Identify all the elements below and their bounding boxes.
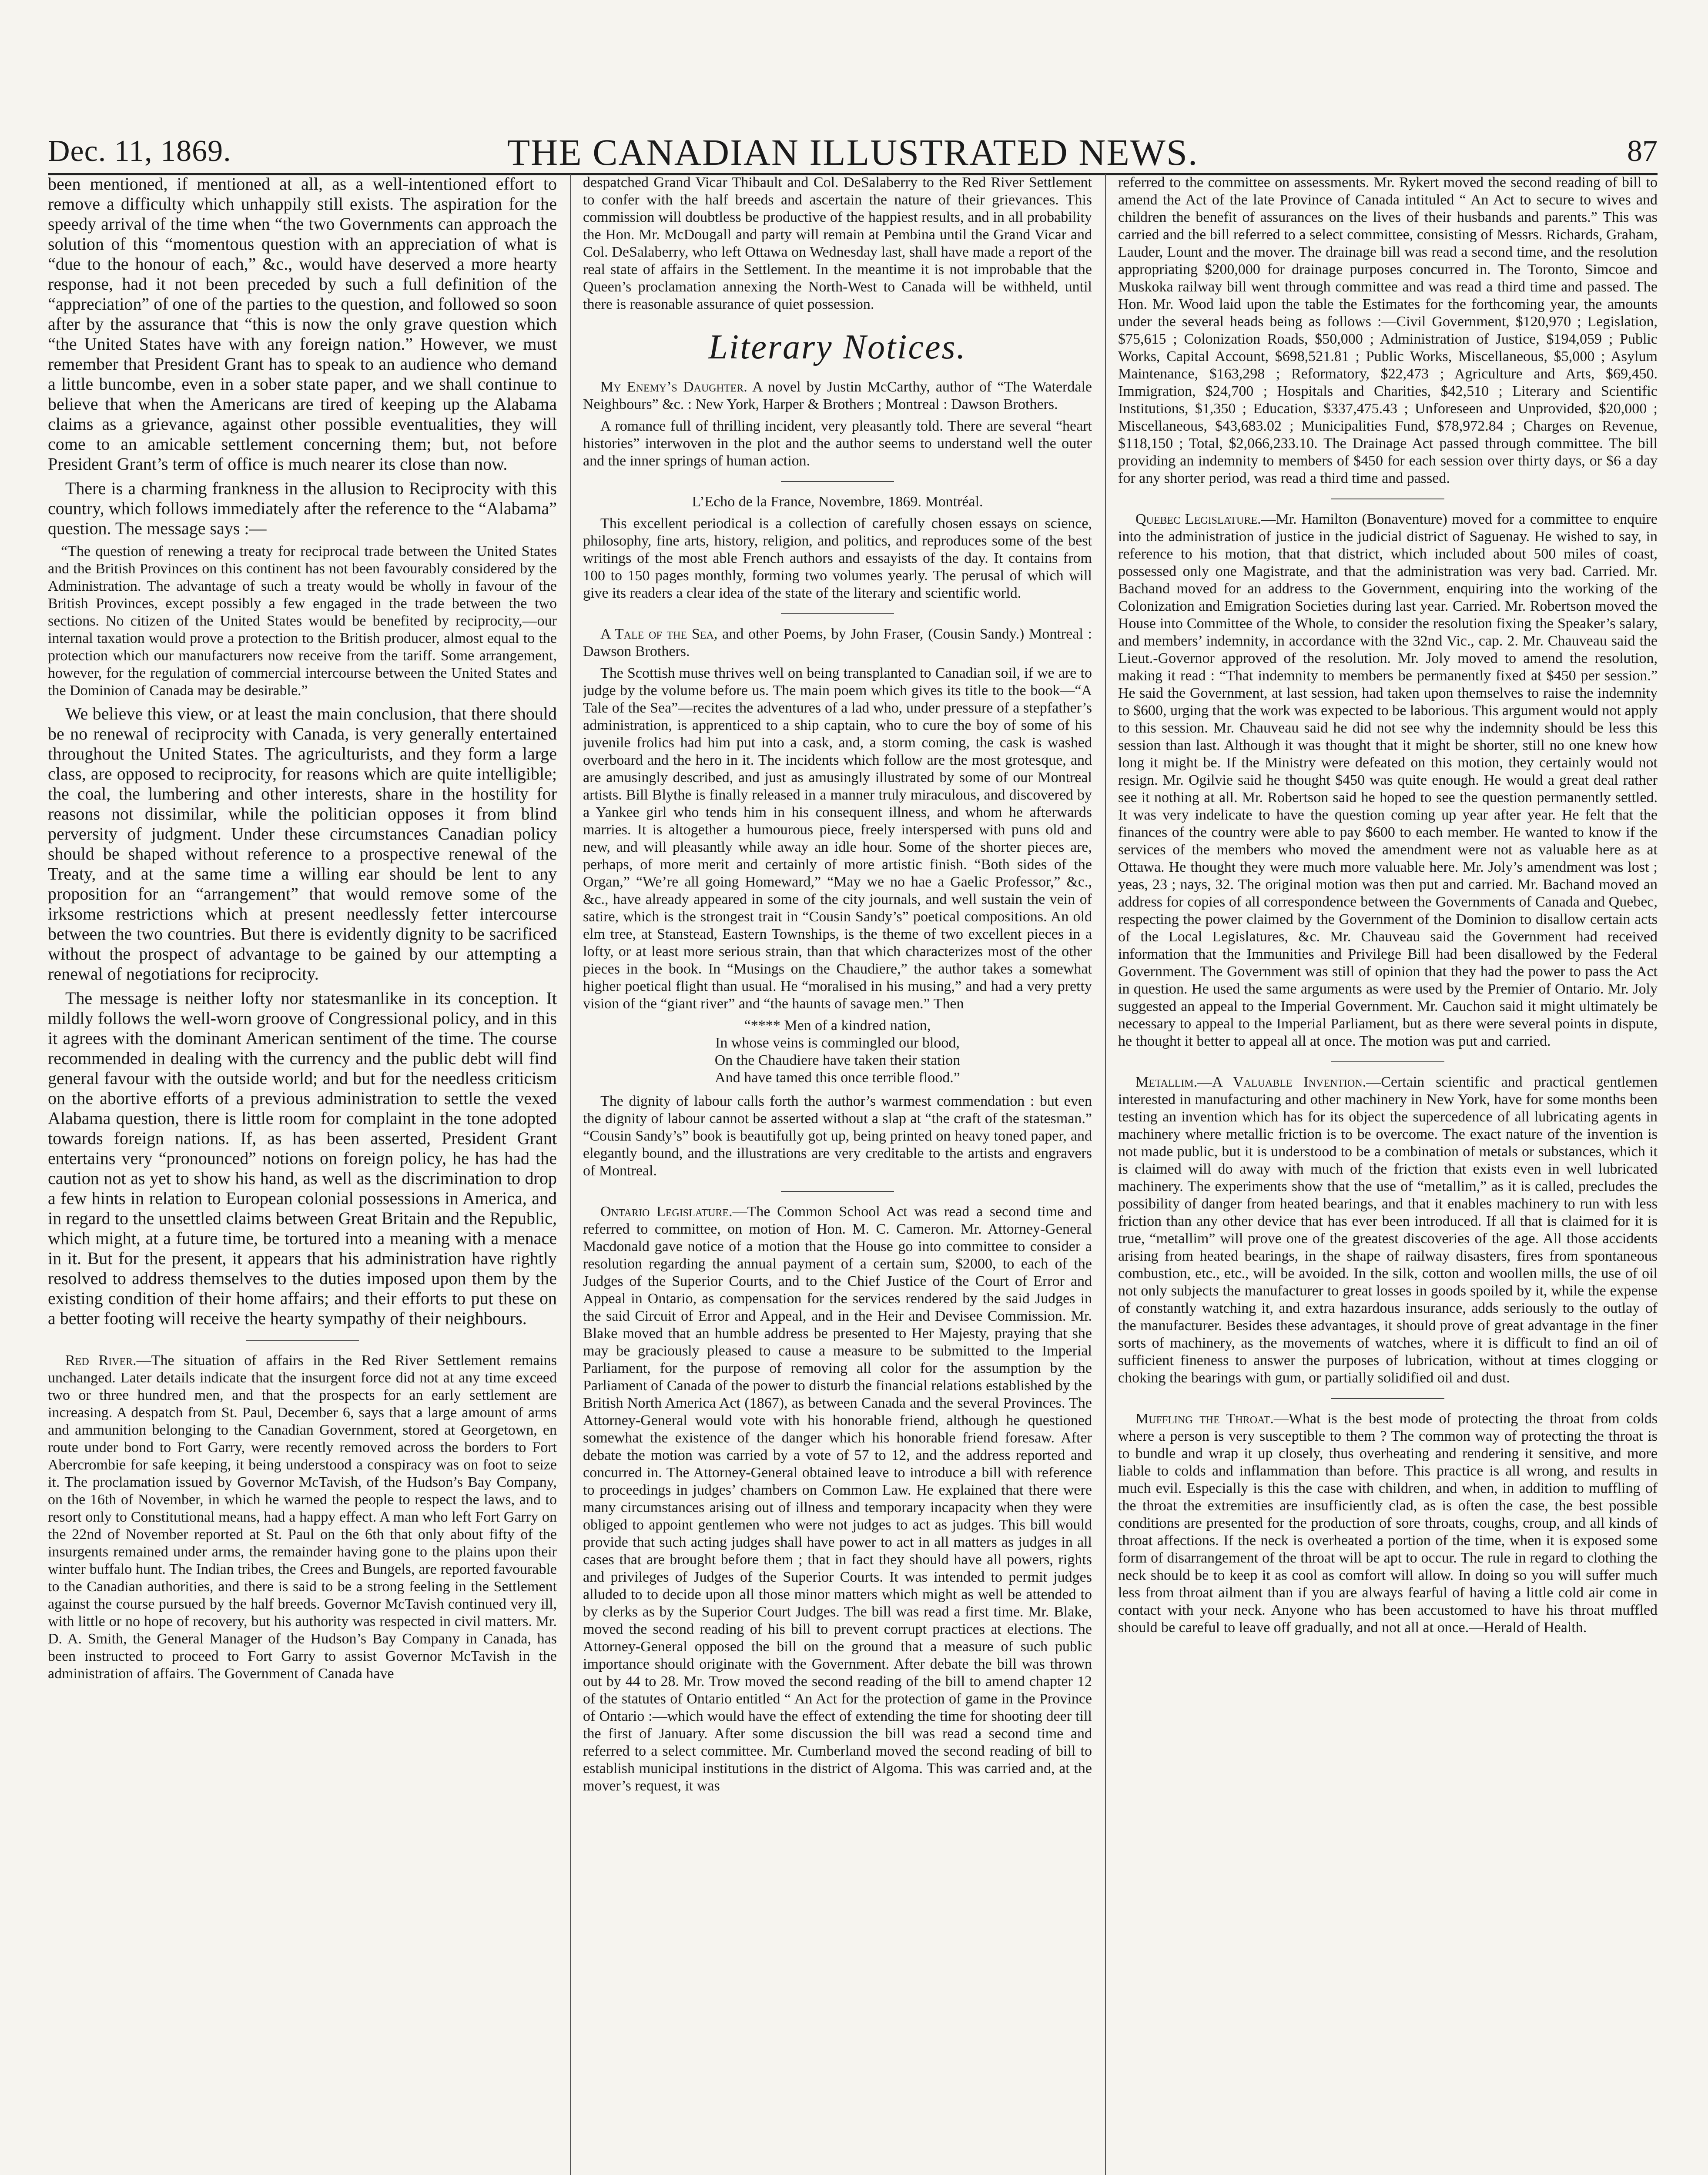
- paragraph: been mentioned, if mentioned at all, as a well-intentioned effort to remove a difficulty which unhappily still exists. The aspiration for the speedy arrival of the time when “the two Governments can approach the solution of this “momentous question with an appreciation of what is “due to the honour of each,” &c., would have deserved a more hearty response, had it not been preceded by such a full definition of the “appreciation” of one of the parties to the question, and followed so soon after by the assurance that “this is now the only grave question which “the United States have with any foreign nation.” However, we must remember that President Grant has to speak to an audience who demand a little buncombe, even in a sober state paper, and we shall continue to believe that when the Americans are tired of keeping up the Alabama claims as a grievance, against other possible eventualities, they will come to an amicable settlement concerning them; but, not before President Grant’s term of office is much nearer its close than now.: [48, 174, 557, 474]
- notice-heading: [583, 626, 1092, 660]
- poem-line: “**** Men of a kindred nation,: [744, 1017, 931, 1034]
- article-metallim: [1118, 1074, 1658, 1387]
- notice-meta: A novel by Justin McCarthy, author of “The Waterdale Neighbours” &c. : New York, Harper & Brothers ; Montreal : Dawson Brothers.: [583, 379, 1092, 412]
- paragraph: The message is neither lofty nor statesmanlike in its conception. It mildly follows the well-worn groove of Congressional policy, and in this it agrees with the dominant American sentiment of the time. The course recommended in dealing with the currency and the public debt will find general favour with the outside world; and but for the needless criticism on the abortive efforts of a previous administration to settle the vexed Alabama question, there is little room for complaint in the tone adopted towards foreign nations. If, as has been asserted, President Grant entertains very “pronounced” notions on foreign policy, he has had the caution not as yet to show his hand, as well as the discrimination to drop a few hints in relation to European colonial possessions in America, and in regard to the unsettled claims between Great Britain and the Republic, which might, at a future time, be tortured into a meaning with a menace in it. But for the present, it appears that his administration have rightly resolved to address themselves to the duties imposed upon them by the existing condition of their home affairs; and their efforts to put these on a better footing will receive the hearty sympathy of their neighbours.: [48, 988, 557, 1328]
- notice-meta: and other Poems, by John Fraser, (Cousin Sandy.) Montreal : Dawson Brothers.: [583, 626, 1092, 659]
- article-ontario-legislature: [583, 1203, 1092, 1795]
- notice-body: A romance full of thrilling incident, very pleasantly told. There are several “heart histories” interwoven in the plot and the author seems to understand well the outer and the inner springs of human action.: [583, 418, 1092, 469]
- article-heading: Ontario Legislature.: [600, 1204, 733, 1220]
- masthead-title: THE CANADIAN ILLUSTRATED NEWS.: [507, 131, 1199, 173]
- article-heading: Metallim.—A Valuable Invention.: [1135, 1074, 1366, 1090]
- poem-line: In whose veins is commingled our blood,: [715, 1035, 960, 1051]
- page-header: [48, 130, 1658, 174]
- section-rule: [246, 1340, 359, 1341]
- notice-heading: [583, 378, 1092, 413]
- notice-title: L’Echo de la France, Novembre, 1869. Montréal.: [692, 494, 983, 510]
- column-2: [583, 174, 1092, 2175]
- article-muffling-throat: [1118, 1410, 1658, 1636]
- paragraph: despatched Grand Vicar Thibault and Col. DeSalaberry to the Red River Settlement to confer with the half breeds and ascertain the nature of their grievances. This commission will doubtless be productive of the happiest results, and in all probability the Hon. Mr. McDougall and party will remain at Pembina until the Grand Vicar and Col. DeSalaberry, who left Ottawa on Wednesday last, shall have made a report of the real state of affairs in the Settlement. In the meantime it is not improbable that the Queen’s proclamation annexing the North-West to Canada will be withheld, until there is reasonable assurance of quiet possession.: [583, 174, 1092, 312]
- article-red-river: [48, 1352, 557, 1683]
- article-body: —Mr. Hamilton (Bonaventure) moved for a committee to enquire into the administration of justice in the judicial district of Saguenay. He wished to say, in reference to his motion, that that district, which included about 500 miles of coast, possessed only one Magistrate, and that the administration was very bad. Carried. Mr. Bachand moved for an address to the Government, enquiring into the working of the Colonization and Emigration Societies during last year. Carried. Mr. Robertson moved the House into Committee of the Whole, to consider the resolution fixing the Speaker’s salary, and members’ indemnity, in accordance with the 32nd Vic., cap. 2. Mr. Chauveau said the Lieut.-Governor approved of the resolution. Mr. Joly moved to amend the resolution, making it read : “That indemnity to members be permanently fixed at $450 per session.” He said the Government, at last session, had taken upon themselves to raise the indemnity to $600, urging that the work was expected to be laborious. This argument would not apply to this session. Mr. Chauveau said he did not see why the indemnity should be less this session than last. Although it was thought that it might be shorter, still no one knew how long it might be. If the Ministry were defeated on this motion, they certainly would not resign. Mr. Ogilvie said he thought $450 was quite enough. He would a great deal rather see it nothing at all. Mr. Robertson said he hoped to see the question permanently settled. It was very indelicate to have the question coming up year after year. He felt that the finances of the country were able to pay $600 to each member. He wanted to know if the services of the members who moved the amendment were not as valuable here as at Ottawa. He thought they were much more valuable here. Mr. Joly’s amendment was lost ; yeas, 23 ; nays, 32. The original motion was then put and carried. Mr. Bachand moved an address for copies of all correspondence between the Governments of Canada and Quebec, respecting the power claimed by the Government of the Dominion to disallow certain acts of the Local Legislatures, &c. Mr. Chauveau said the Government had received information that the Immunities and Privilege Bill had been disallowed by the Federal Government. The Government was still of opinion that they had the power to pass the Act in question. He used the same arguments as were used by the Premier of Ontario. Mr. Joly suggested an appeal to the Imperial Government. Mr. Cauchon said it might ultimately be necessary to appeal to the Imperial Parliament, but as there were several points in dispute, he thought it better to appeal all at once. The motion was put and carried.: [1118, 511, 1658, 1049]
- notice-body: The Scottish muse thrives well on being transplanted to Canadian soil, if we are to judge by the volume before us. The main poem which gives its title to the book—“A Tale of the Sea”—recites the adventures of a lad who, under pressure of a stepfather’s administration, is apprenticed to a ship captain, who to cure the boy of some of his juvenile frolics had him put into a cask, and, a storm coming, the cask is washed overboard and the hero in it. The incidents which follow are the most grotesque, and are amusingly described, and just as amusingly illustrated by some of our Montreal artists. Bill Blythe is finally released in a manner truly miraculous, and discovered by a Yankee girl who tends him in his consequent illness, and whom he afterwards marries. It is altogether a humourous piece, freely interspersed with puns old and new, and will pleasantly while away an idle hour. Some of the shorter pieces are, perhaps, of more merit and certainly of more artistic finish. “Both sides of the Organ,” “We’re all going Homeward,” “May we no hae a Gaelic Professor,” &c., &c., have already appeared in some of the city journals, and well sustain the vein of satire, which is the strongest trait in “Cousin Sandy’s” poetical compositions. An old elm tree, at Stanstead, Eastern Townships, is the theme of two excellent pieces in a lofty, or at least more serious strain, than that which characterizes most of the other pieces in the book. In “Musings on the Chaudiere,” the author takes a somewhat higher poetical flight than usual. He “moralised in his musing,” and had a very pretty vision of the “giant river” and “the haunts of savage men.” Then: [583, 665, 1092, 1012]
- column-divider: [1105, 174, 1106, 2175]
- issue-date: Dec. 11, 1869.: [48, 134, 231, 168]
- paragraph: referred to the committee on assessments. Mr. Rykert moved the second reading of bill to amend the Act of the late Province of Canada intituled “ An Act to secure to wives and children the benefit of assurances on the lives of their husbands and parents.” This was carried and the bill referred to a select committee, consisting of Messrs. Richards, Graham, Lauder, Lount and the mover. The drainage bill was read a second time, and the resolution appropriating $200,000 for drainage purposes concurred in. The Toronto, Simcoe and Muskoka railway bill went through committee and was read a third time and passed. The Hon. Mr. Wood laid upon the table the Estimates for the forthcoming year, the amounts under the several heads being as follows :—Civil Government, $120,970 ; Legislation, $75,615 ; Colonization Roads, $50,000 ; Administration of Justice, $194,059 ; Public Works, Capital Account, $698,521.81 ; Public Works, Miscellaneous, $5,000 ; Asylum Maintenance, $163,298 ; Reformatory, $22,473 ; Agriculture and Arts, $69,450. Immigration, $24,700 ; Hospitals and Charities, $42,510 ; Literary and Scientific Institutions, $1,350 ; Education, $337,475.43 ; Unforeseen and Unprovided, $20,000 ; Miscellaneous, $43,683.02 ; Municipalities Fund, $78,972.84 ; Charges on Revenue, $118,150 ; Total, $2,066,233.10. The Drainage Act passed through committee. The bill providing an indemnity to members of $450 for each session over thirty days, or $6 a day for any shorter period, was read a third time and passed.: [1118, 174, 1658, 486]
- column-3: [1118, 174, 1658, 2175]
- poem-excerpt: [583, 1017, 1092, 1087]
- quotation: “The question of renewing a treaty for reciprocal trade between the United States and the British Provinces on this continent has not been favourably considered by the Administration. The advantage of such a treaty would be wholly in favour of the British Provinces, except possibly a few engaged in the trade between the two sections. No citizen of the United States would be benefited by reciprocity,—our internal taxation would prove a protection to the British producer, almost equal to the protection which our manufacturers now receive from the tariff. Some arrangement, however, for the regulation of commercial intercourse between the United States and the Dominion of Canada may be desirable.”: [48, 543, 557, 699]
- article-heading: Quebec Legislature.: [1135, 511, 1261, 527]
- notice-title: A Tale of the Sea,: [600, 626, 718, 642]
- notice-rule: [781, 613, 894, 614]
- notice-body: This excellent periodical is a collection of carefully chosen essays on science, philosophy, fine arts, history, religion, and politics, and reproduces some of the best writings of the most able French authors and essayists of the day. It contains from 100 to 150 pages monthly, forming two volumes yearly. The perusal of which will give its readers a clear idea of the state of the literary and scientific world.: [583, 515, 1092, 601]
- section-title-literary-notices: Literary Notices.: [708, 328, 967, 366]
- article-body: —Certain scientific and practical gentlemen interested in manufacturing and other machinery in New York, have for some months been testing an invention which has for its object the supercedence of all lubricating agents in machinery where metallic friction is to be overcome. The exact nature of the invention is not made public, but it is understood to be a combination of metals or substances, which it is claimed will do away with much of the friction that exists even in well lubricated machinery. The experiments show that the use of “metallim,” as it is called, precludes the possibility of danger from heated bearings, and that it enables machinery to run with less friction than any other device that has ever been introduced. If all that is claimed for it is true, “metallim” will prove one of the greatest discoveries of the age. All those accidents arising from heated bearings, in the shape of railway disasters, fires from spontaneous combustion, etc., etc., will be avoided. In the silk, cotton and woollen mills, the use of oil not only subjects the manufacturer to great losses in goods spoiled by it, while the expense of constantly watching it, and extra hazardous insurance, adds seriously to the outlay of the manufacturer. Besides these advantages, it should prove of great advantage in the finer sorts of machinery, as the movements of watches, where it is difficult to find an oil of sufficient fineness to answer the purposes of lubrication, without at times clogging or choking the bearings with gum, or partially solidified oil and dust.: [1118, 1074, 1658, 1386]
- article-heading: Red River.: [65, 1352, 137, 1369]
- article-heading: Muffling the Throat.: [1135, 1411, 1274, 1427]
- column-1: [48, 174, 557, 2175]
- article-body: —The Common School Act was read a second time and referred to committee, on motion of Hon. M. C. Cameron. Mr. Attorney-General Macdonald gave notice of a motion that the House go into committee to consider a resolution regarding the annual payment of a certain sum, $2000, to each of the Judges of the Superior Courts, and to the Chief Justice of the Court of Error and Appeal in Ontario, as compensation for the services rendered by the said Judges in the said Circuit of Error and Appeal, and in the Heir and Devisee Commission. Mr. Blake moved that an humble address be presented to Her Majesty, praying that she may be graciously pleased to cause a measure to be submitted to the Imperial Parliament, for the purpose of removing all color for the assumption by the Parliament of Canada of the power to disturb the financial relations established by the British North America Act (1867), as between Canada and the several Provinces. The Attorney-General would vote with his honorable friend, although he questioned somewhat the existence of the danger which his honorable friend foresaw. After debate the motion was carried by a vote of 57 to 12, and the address reported and concurred in. The Attorney-General obtained leave to introduce a bill with reference to proceedings in judges’ chambers on Common Law. He explained that there were many circumstances arising out of illness and temporary incapacity when they were obliged to appoint gentlemen who were not judges to act as judges. This bill would provide that such acting judges shall have power to act in all matters as judges in all cases that are brought before them ; that in fact they should have all powers, rights and privileges of Judges of the Superior Courts. It was intended to permit judges alluded to to decide upon all those minor matters which might as well be attended to by clerks as by the Superior Court Judges. The bill was read a first time. Mr. Blake, moved the second reading of his bill to prevent corrupt practices at elections. The Attorney-General opposed the bill on the ground that a measure of such public importance should originate with the Government. After debate the bill was thrown out by 44 to 28. Mr. Trow moved the second reading of the bill to amend chapter 12 of the statutes of Ontario entitled “ An Act for the protection of game in the Province of Ontario :—which would have the effect of extending the time for shooting deer till the first of January. After some discussion the bill was read a second time and referred to a select committee. Mr. Cumberland moved the second reading of bill to establish municipal institutions in the district of Algoma. This was carried and, at the mover’s request, it was: [583, 1204, 1092, 1794]
- notice-rule: [781, 481, 894, 482]
- page-number: 87: [1627, 134, 1658, 168]
- paragraph: There is a charming frankness in the allusion to Reciprocity with this country, which follows immediately after the reference to the “Alabama” question. The message says :—: [48, 478, 557, 538]
- section-rule: [781, 1191, 894, 1192]
- notice-body: The dignity of labour calls forth the author’s warmest commendation : but even the dignity of labour cannot be asserted without a slap at “the craft of the statesman.” “Cousin Sandy’s” book is beautifully got up, being printed on heavy toned paper, and elegantly bound, and the illustrations are very creditable to the artists and engravers of Montreal.: [583, 1093, 1092, 1179]
- poem-line: And have tamed this once terrible flood.”: [715, 1070, 960, 1086]
- section-rule: [1331, 1061, 1444, 1062]
- paragraph: We believe this view, or at least the main conclusion, that there should be no renewal of reciprocity with Canada, is very generally entertained throughout the United States. The agriculturists, and they form a large class, are opposed to reciprocity, for reasons which are quite intelligible; the coal, the lumbering and other interests, share in the hostility for reasons not dissimilar, while the politician opposes it from blind perversity of judgment. Under these circumstances Canadian policy should be shaped without reference to a prospective renewal of the Treaty, and at the same time a willing ear should be lent to any proposition for an “arrangement” that would remove some of the irksome restrictions which at present needlessly fetter intercourse between the two countries. But there is evidently dignity to be sacrificed without the prospect of advantage to be gained by our attempting a renewal of negotiations for reciprocity.: [48, 704, 557, 984]
- article-body: —What is the best mode of protecting the throat from colds where a person is very susceptible to them ? The common way of protecting the throat is to bundle and wrap it up closely, thus overheating and rendering it sensitive, and more liable to colds and inflammation than before. This practice is all wrong, and results in much evil. Especially is this the case with children, and when, in addition to muffling of the throat the extremities are insufficiently clad, as is often the case, the best possible conditions are presented for the production of sore throats, coughs, croup, and all kinds of throat affections. If the neck is overheated a portion of the time, when it is exposed some form of disarrangement of the throat will be apt to occur. The rule in regard to clothing the neck should be to keep it as cool as comfort will allow. In doing so you will suffer much less from throat ailment than if you are always fearful of having a little cold air come in contact with your neck. Anyone who has been accustomed to have his throat muffled should be careful to leave off gradually, and not all at once.—Herald of Health.: [1118, 1411, 1658, 1636]
- column-divider: [570, 174, 571, 2175]
- article-quebec-legislature: [1118, 511, 1658, 1050]
- poem-line: On the Chaudiere have taken their station: [714, 1052, 961, 1068]
- notice-title: My Enemy’s Daughter.: [600, 379, 747, 395]
- article-body: —The situation of affairs in the Red River Settlement remains unchanged. Later details indicate that the insurgent force did not at any time exceed two or three hundred men, and that the prospects for an early settlement are increasing. A despatch from St. Paul, December 6, says that a large amount of arms and ammunition belonging to the Canadian Government, stored at Georgetown, en route under bond to Fort Garry, were recently removed across the borders to Fort Abercrombie for safe keeping, it being understood a conspiracy was on foot to seize it. The proclamation issued by Governor McTavish, of the Hudson’s Bay Company, on the 16th of November, in which he warned the people to respect the laws, and to resort only to Constitutional means, had a happy effect. A man who left Fort Garry on the 22nd of November reported at St. Paul on the 6th that only about fifty of the insurgents remained under arms, the remainder having gone to the plains upon their winter buffalo hunt. The Indian tribes, the Crees and Bungels, are reported favourable to the Canadian authorities, and there is said to be a strong feeling in the Settlement against the course pursued by the half breeds. Governor McTavish continued very ill, with little or no hope of recovery, but his authority was respected in civil matters. Mr. D. A. Smith, the General Manager of the Hudson’s Bay Company in Canada, has been instructed to proceed to Fort Garry to assist Governor McTavish in the administration of affairs. The Government of Canada have: [48, 1352, 557, 1682]
- section-rule: [1331, 1398, 1444, 1399]
